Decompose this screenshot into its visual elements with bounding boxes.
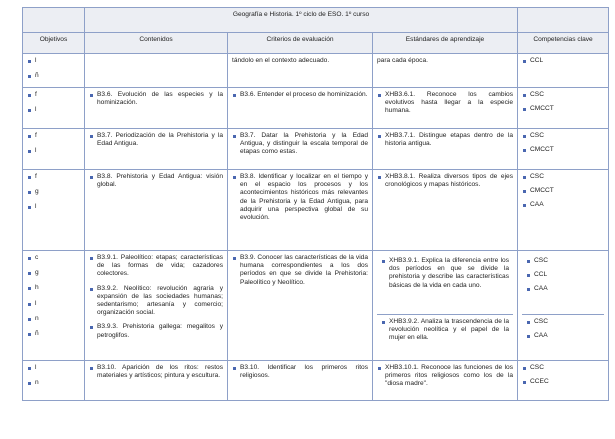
contenidos-cell — [85, 54, 228, 88]
estandares-cell — [373, 129, 518, 170]
objective-item: l — [27, 203, 80, 211]
competencia-item: CCEC — [522, 378, 604, 386]
header-objetivos: Objetivos — [23, 33, 85, 54]
objetivos-cell — [23, 88, 85, 129]
objetivos-cell — [23, 170, 85, 251]
header-competencias: Competencias clave — [518, 33, 609, 54]
objetivos-cell — [23, 129, 85, 170]
curriculum-table — [22, 7, 609, 401]
competencias-cell — [518, 170, 609, 251]
objective-item: f — [27, 132, 80, 140]
criterios-cell — [228, 361, 373, 401]
estandares-cell — [373, 361, 518, 401]
objective-item: l — [27, 106, 80, 114]
competencias-cell — [518, 88, 609, 129]
competencia-item: CMCCT — [522, 105, 604, 113]
objective-item: ñ — [27, 330, 80, 338]
objective-item: f — [27, 91, 80, 99]
competencia-subcell — [522, 254, 604, 314]
header-criterios: Criterios de evaluación — [228, 33, 373, 54]
competencias-cell — [518, 129, 609, 170]
objective-item: g — [27, 188, 80, 196]
criterio-text: tándolo en el contexto adecuado. — [232, 57, 330, 64]
estandares-cell — [373, 170, 518, 251]
table-row — [23, 361, 609, 401]
criterio-text: B3.6. Entender el proceso de hominización. — [232, 91, 368, 99]
contenidos-cell — [85, 129, 228, 170]
table-row — [23, 170, 609, 251]
estandar-text: XHB3.9.1. Explica la diferencia entre los dos períodos en que se divide la prehistoria y describe las características básicas de la vida en cada uno. — [381, 257, 509, 290]
contenidos-cell — [85, 88, 228, 129]
header-contenidos: Contenidos — [85, 33, 228, 54]
header-estandares: Estándares de aprendizaje — [373, 33, 518, 54]
contenidos-cell — [85, 170, 228, 251]
criterio-text: B3.9. Conocer las características de la vida humana correspondientes a los dos períodos en que se divide la Prehistoria: Paleolítico y Neolítico. — [232, 254, 368, 287]
blank-header-cell — [518, 8, 609, 33]
objective-item: l — [27, 57, 80, 65]
estandares-cell — [373, 54, 518, 88]
criterio-text: B3.8. Identificar y localizar en el tiempo y en el espacio los procesos y los acontecimientos históricos más relevantes de la Prehistoria y la Edad Antigua, para adquirir una perspectiva global de su evolución. — [232, 173, 368, 222]
objective-item: h — [27, 284, 80, 292]
competencia-item: CMCCT — [522, 146, 604, 154]
competencias-cell — [518, 361, 609, 401]
table-row — [23, 251, 609, 361]
competencia-item: CAA — [522, 201, 604, 209]
estandar-text: para cada época. — [377, 57, 428, 64]
objective-item: f — [27, 173, 80, 181]
competencia-item: CCL — [522, 57, 604, 65]
estandar-text: XHB3.8.1. Realiza diversos tipos de ejes cronológicos y mapas históricos. — [377, 173, 513, 189]
competencias-cell — [518, 54, 609, 88]
table-title: Geografía e Historia. 1º ciclo de ESO. 1º curso — [85, 8, 518, 33]
objetivos-cell — [23, 361, 85, 401]
table-row — [23, 88, 609, 129]
contenidos-cell — [85, 361, 228, 401]
table-row — [23, 54, 609, 88]
estandares-cell — [373, 251, 518, 361]
estandar-text: XHB3.9.2. Analiza la trascendencia de la revolución neolítica y el papel de la mujer en ella. — [381, 318, 509, 343]
contenidos-cell — [85, 251, 228, 361]
criterios-cell — [228, 54, 373, 88]
criterios-cell — [228, 251, 373, 361]
contenido-item: B3.8. Prehistoria y Edad Antigua: visión global. — [89, 173, 223, 189]
objective-item: ñ — [27, 72, 80, 80]
competencia-item: CAA — [526, 285, 600, 293]
estandar-text: XHB3.10.1. Reconoce las funciones de los primeros ritos religiosos como los de la "diosa madre". — [377, 364, 513, 389]
objective-item: l — [27, 147, 80, 155]
contenido-item: B3.7. Periodización de la Prehistoria y la Edad Antigua. — [89, 132, 223, 148]
criterio-text: B3.7. Datar la Prehistoria y la Edad Antigua, y distinguir la escala temporal de etapas como estas. — [232, 132, 368, 157]
competencia-item: CSC — [522, 364, 604, 372]
table-row — [23, 129, 609, 170]
estandares-cell — [373, 88, 518, 129]
objective-item: c — [27, 254, 80, 262]
objective-item: n — [27, 379, 80, 387]
criterio-text: B3.10. Identificar los primeros ritos religiosos. — [232, 364, 368, 380]
objective-item: n — [27, 315, 80, 323]
objetivos-cell — [23, 54, 85, 88]
estandar-subcell — [377, 254, 513, 314]
competencia-item: CMCCT — [522, 187, 604, 195]
contenido-item: B3.9.2. Neolítico: revolución agraria y expansión de las sociedades humanas; sedentarismo; artesanía y comercio; organización social. — [89, 285, 223, 318]
competencia-item: CSC — [526, 257, 600, 265]
competencias-cell — [518, 251, 609, 361]
estandar-text: XHB3.7.1. Distingue etapas dentro de la historia antigua. — [377, 132, 513, 148]
objective-item: l — [27, 300, 80, 308]
criterios-cell — [228, 129, 373, 170]
criterios-cell — [228, 170, 373, 251]
estandar-subcell — [377, 314, 513, 346]
contenido-item: B3.9.3. Prehistoria gallega: megalitos y petroglifos. — [89, 323, 223, 339]
competencia-item: CSC — [522, 91, 604, 99]
criterios-cell — [228, 88, 373, 129]
objective-item: g — [27, 269, 80, 277]
blank-header-cell — [23, 8, 85, 33]
objetivos-cell — [23, 251, 85, 361]
competencia-subcell — [522, 314, 604, 343]
contenido-item: B3.10. Aparición de los ritos: restos materiales y artísticos; pintura y escultura. — [89, 364, 223, 380]
competencia-item: CAA — [526, 332, 600, 340]
contenido-item: B3.6. Evolución de las especies y la hominización. — [89, 91, 223, 107]
competencia-item: CSC — [522, 132, 604, 140]
objective-item: l — [27, 364, 80, 372]
contenido-item: B3.9.1. Paleolítico: etapas; características de las formas de vida; cazadores colectores. — [89, 254, 223, 279]
estandar-text: XHB3.6.1. Reconoce los cambios evolutivos hasta llegar a la especie humana. — [377, 91, 513, 116]
competencia-item: CSC — [522, 173, 604, 181]
competencia-item: CCL — [526, 271, 600, 279]
competencia-item: CSC — [526, 318, 600, 326]
